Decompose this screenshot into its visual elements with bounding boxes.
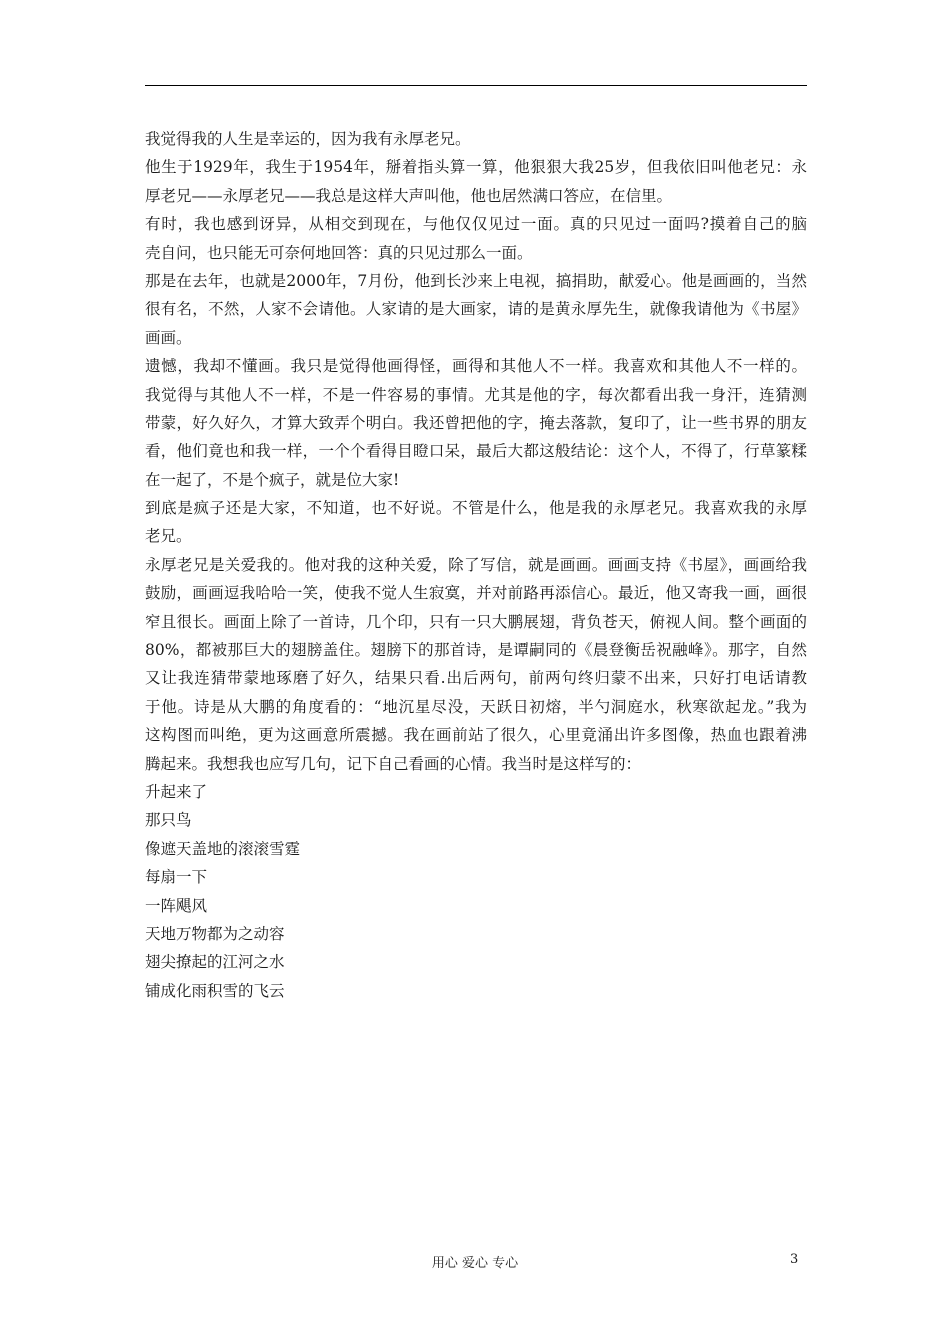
- poem-line: 升起来了: [145, 782, 208, 801]
- text-line: 那是在去年，也就是2000年，7月份，他到长沙来上电视，搞捐助，献爱心。他是画画的，当然: [145, 271, 807, 290]
- header-rule: [145, 85, 807, 86]
- text-line: 很有名，不然，人家不会请他。人家请的是大画家，请的是黄永厚先生，就像我请他为《书屋》: [145, 300, 807, 319]
- text-line: 我觉得我的人生是幸运的，因为我有永厚老兄。: [145, 130, 471, 148]
- poem-line: 那只鸟: [145, 811, 192, 830]
- text-line: 我觉得与其他人不一样，不是一件容易的事情。尤其是他的字，每次都看出我一身汗，连猜测: [145, 385, 807, 404]
- text-line: 鼓励，画画逗我哈哈一笑，使我不觉人生寂寞，并对前路再添信心。最近，他又寄我一画，画很: [145, 584, 807, 603]
- text-line: 于他。诗是从大鹏的角度看的：“地沉星尽没，天跃日初熔，半勺洞庭水，秋寒欲起龙。”我为: [145, 697, 807, 716]
- text-line: 画画。: [145, 328, 192, 347]
- poem-line: 铺成化雨积雪的飞云: [145, 981, 285, 1000]
- text-line: 老兄。: [145, 527, 192, 546]
- poem-line: 一阵飓风: [145, 896, 208, 915]
- poem-line: 翅尖撩起的江河之水: [145, 953, 285, 972]
- text-line: 看，他们竟也和我一样，一个个看得目瞪口呆，最后大都这般结论：这个人，不得了，行草篆糅: [145, 442, 807, 461]
- page-footer: 用心 爱心 专心: [431, 1256, 519, 1271]
- text-line: 在一起了，不是个疯子，就是位大家!: [145, 470, 400, 489]
- poem-line: 天地万物都为之动容: [145, 924, 285, 943]
- text-line: 永厚老兄是关爱我的。他对我的这种关爱，除了写信，就是画画。画画支持《书屋》，画画给我: [145, 555, 807, 574]
- text-line: 他生于1929年，我生于1954年，掰着指头算一算，他狠狠大我25岁，但我依旧叫他老兄：永: [145, 158, 807, 177]
- poem-line: 每扇一下: [145, 868, 208, 887]
- text-line: 到底是疯子还是大家，不知道，也不好说。不管是什么，他是我的永厚老兄。我喜欢我的永厚: [145, 499, 807, 518]
- text-line: 又让我连猜带蒙地琢磨了好久，结果只看.出后两句，前两句终归蒙不出来，只好打电话请教: [145, 669, 807, 688]
- document-body: [145, 125, 807, 1005]
- text-line: 带蒙，好久好久，才算大致弄个明白。我还曾把他的字，掩去落款，复印了，让一些书界的朋友: [145, 413, 807, 432]
- text-line: 厚老兄——永厚老兄——我总是这样大声叫他，他也居然满口答应，在信里。: [145, 186, 673, 205]
- poem-line: 像遮天盖地的滚滚雪霆: [145, 839, 301, 858]
- text-line: 有时，我也感到讶异，从相交到现在，与他仅仅见过一面。真的只见过一面吗?摸着自己的脑: [145, 215, 807, 234]
- text-line: 80%，都被那巨大的翅膀盖住。翅膀下的那首诗，是谭嗣同的《晨登衡岳祝融峰》。那字，自然: [145, 641, 807, 660]
- text-line: 壳自问，也只能无可奈何地回答：真的只见过那么一面。: [145, 243, 533, 262]
- page-number: 3: [790, 1252, 799, 1267]
- text-line: 遗憾，我却不懂画。我只是觉得他画得怪，画得和其他人不一样。我喜欢和其他人不一样的。: [145, 357, 807, 376]
- text-line: 窄且很长。画面上除了一首诗，几个印，只有一只大鹏展翅，背负苍天，俯视人间。整个画面的: [145, 612, 807, 631]
- text-line: 这构图而叫绝，更为这画意所震撼。我在画前站了很久，心里竟涌出许多图像，热血也跟着沸: [145, 726, 807, 745]
- text-line: 腾起来。我想我也应写几句，记下自己看画的心情。我当时是这样写的：: [145, 754, 642, 773]
